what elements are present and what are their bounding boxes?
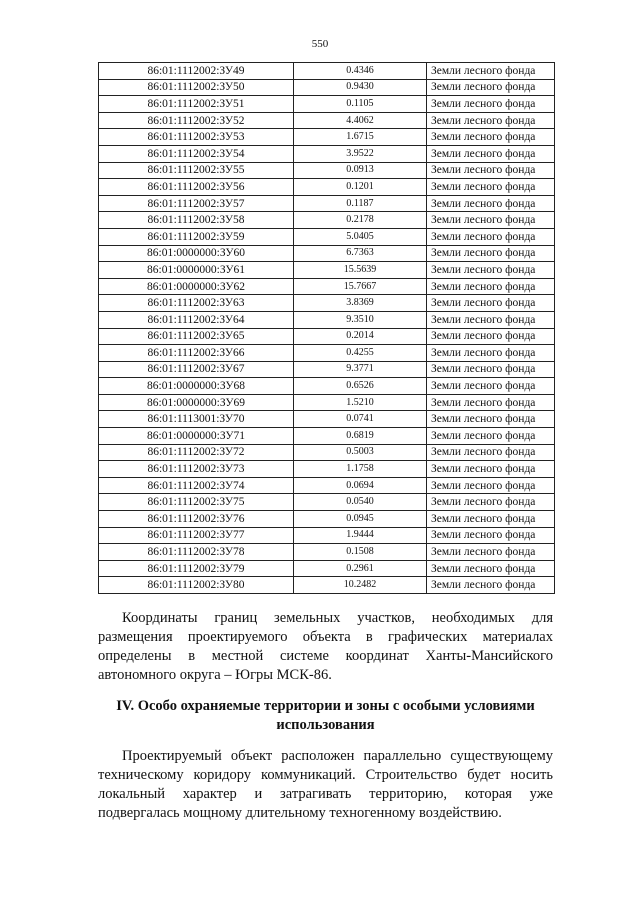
cadastral-number-cell: 86:01:1112002:ЗУ54 bbox=[99, 145, 294, 162]
land-category-cell: Земли лесного фонда bbox=[427, 411, 555, 428]
cadastral-number-cell: 86:01:1112002:ЗУ65 bbox=[99, 328, 294, 345]
cadastral-number-cell: 86:01:1112002:ЗУ77 bbox=[99, 527, 294, 544]
table-row bbox=[99, 129, 555, 146]
land-category-cell: Земли лесного фонда bbox=[427, 477, 555, 494]
table-row bbox=[99, 527, 555, 544]
area-cell: 0.0945 bbox=[294, 511, 427, 528]
land-category-cell: Земли лесного фонда bbox=[427, 112, 555, 129]
land-category-cell: Земли лесного фонда bbox=[427, 361, 555, 378]
page-number: 550 bbox=[311, 38, 329, 50]
land-parcels-table-body bbox=[99, 63, 555, 594]
area-cell: 0.4346 bbox=[294, 63, 427, 80]
area-cell: 15.5639 bbox=[294, 262, 427, 279]
land-category-cell: Земли лесного фонда bbox=[427, 527, 555, 544]
area-cell: 0.0741 bbox=[294, 411, 427, 428]
land-category-cell: Земли лесного фонда bbox=[427, 328, 555, 345]
land-category-cell: Земли лесного фонда bbox=[427, 511, 555, 528]
land-category-cell: Земли лесного фонда bbox=[427, 428, 555, 445]
table-row bbox=[99, 477, 555, 494]
land-category-cell: Земли лесного фонда bbox=[427, 394, 555, 411]
table-row bbox=[99, 228, 555, 245]
area-cell: 0.5003 bbox=[294, 444, 427, 461]
land-category-cell: Земли лесного фонда bbox=[427, 96, 555, 113]
table-row bbox=[99, 212, 555, 229]
cadastral-number-cell: 86:01:1112002:ЗУ73 bbox=[99, 461, 294, 478]
cadastral-number-cell: 86:01:1113001:ЗУ70 bbox=[99, 411, 294, 428]
cadastral-number-cell: 86:01:1112002:ЗУ63 bbox=[99, 295, 294, 312]
land-category-cell: Земли лесного фонда bbox=[427, 278, 555, 295]
cadastral-number-cell: 86:01:1112002:ЗУ79 bbox=[99, 560, 294, 577]
cadastral-number-cell: 86:01:1112002:ЗУ50 bbox=[99, 79, 294, 96]
area-cell: 1.1758 bbox=[294, 461, 427, 478]
cadastral-number-cell: 86:01:1112002:ЗУ72 bbox=[99, 444, 294, 461]
area-cell: 10.2482 bbox=[294, 577, 427, 594]
area-cell: 0.1201 bbox=[294, 179, 427, 196]
land-category-cell: Земли лесного фонда bbox=[427, 179, 555, 196]
land-category-cell: Земли лесного фонда bbox=[427, 444, 555, 461]
cadastral-number-cell: 86:01:1112002:ЗУ75 bbox=[99, 494, 294, 511]
table-row bbox=[99, 428, 555, 445]
area-cell: 1.9444 bbox=[294, 527, 427, 544]
area-cell: 0.1187 bbox=[294, 195, 427, 212]
area-cell: 0.0540 bbox=[294, 494, 427, 511]
area-cell: 0.0694 bbox=[294, 477, 427, 494]
cadastral-number-cell: 86:01:1112002:ЗУ74 bbox=[99, 477, 294, 494]
area-cell: 3.9522 bbox=[294, 145, 427, 162]
area-cell: 1.6715 bbox=[294, 129, 427, 146]
cadastral-number-cell: 86:01:1112002:ЗУ64 bbox=[99, 311, 294, 328]
area-cell: 0.1508 bbox=[294, 544, 427, 561]
area-cell: 0.9430 bbox=[294, 79, 427, 96]
table-row bbox=[99, 295, 555, 312]
table-row bbox=[99, 262, 555, 279]
area-cell: 0.4255 bbox=[294, 345, 427, 362]
land-category-cell: Земли лесного фонда bbox=[427, 228, 555, 245]
cadastral-number-cell: 86:01:1112002:ЗУ80 bbox=[99, 577, 294, 594]
cadastral-number-cell: 86:01:1112002:ЗУ52 bbox=[99, 112, 294, 129]
table-row bbox=[99, 328, 555, 345]
table-row bbox=[99, 195, 555, 212]
table-row bbox=[99, 511, 555, 528]
cadastral-number-cell: 86:01:0000000:ЗУ71 bbox=[99, 428, 294, 445]
area-cell: 0.6819 bbox=[294, 428, 427, 445]
cadastral-number-cell: 86:01:1112002:ЗУ58 bbox=[99, 212, 294, 229]
project-paragraph bbox=[98, 747, 553, 823]
project-paragraph-text: Проектируемый объект расположен параллельно существующему техническому коридору коммуникаций. Строительство будет носить локальный характер и затрагивать территорию, которая уже подвергалась мощному длительному техногенному воздействию. bbox=[98, 748, 553, 821]
table-row bbox=[99, 394, 555, 411]
cadastral-number-cell: 86:01:1112002:ЗУ66 bbox=[99, 345, 294, 362]
land-category-cell: Земли лесного фонда bbox=[427, 295, 555, 312]
land-category-cell: Земли лесного фонда bbox=[427, 212, 555, 229]
cadastral-number-cell: 86:01:1112002:ЗУ59 bbox=[99, 228, 294, 245]
cadastral-number-cell: 86:01:1112002:ЗУ53 bbox=[99, 129, 294, 146]
table-row bbox=[99, 278, 555, 295]
land-category-cell: Земли лесного фонда bbox=[427, 378, 555, 395]
area-cell: 15.7667 bbox=[294, 278, 427, 295]
coordinates-paragraph bbox=[98, 609, 553, 685]
area-cell: 0.2961 bbox=[294, 560, 427, 577]
table-row bbox=[99, 245, 555, 262]
land-category-cell: Земли лесного фонда bbox=[427, 345, 555, 362]
table-row bbox=[99, 444, 555, 461]
table-row bbox=[99, 411, 555, 428]
land-category-cell: Земли лесного фонда bbox=[427, 577, 555, 594]
area-cell: 9.3771 bbox=[294, 361, 427, 378]
table-row bbox=[99, 112, 555, 129]
table-row bbox=[99, 494, 555, 511]
area-cell: 5.0405 bbox=[294, 228, 427, 245]
cadastral-number-cell: 86:01:1112002:ЗУ51 bbox=[99, 96, 294, 113]
cadastral-number-cell: 86:01:0000000:ЗУ61 bbox=[99, 262, 294, 279]
cadastral-number-cell: 86:01:1112002:ЗУ67 bbox=[99, 361, 294, 378]
land-category-cell: Земли лесного фонда bbox=[427, 560, 555, 577]
cadastral-number-cell: 86:01:1112002:ЗУ76 bbox=[99, 511, 294, 528]
land-category-cell: Земли лесного фонда bbox=[427, 195, 555, 212]
table-row bbox=[99, 179, 555, 196]
land-category-cell: Земли лесного фонда bbox=[427, 544, 555, 561]
area-cell: 0.0913 bbox=[294, 162, 427, 179]
section-heading: IV. Особо охраняемые территории и зоны с особыми условиями использования bbox=[116, 698, 535, 733]
table-row bbox=[99, 96, 555, 113]
table-row bbox=[99, 461, 555, 478]
cadastral-number-cell: 86:01:1112002:ЗУ49 bbox=[99, 63, 294, 80]
land-category-cell: Земли лесного фонда bbox=[427, 145, 555, 162]
area-cell: 9.3510 bbox=[294, 311, 427, 328]
land-parcels-table bbox=[98, 62, 555, 594]
area-cell: 3.8369 bbox=[294, 295, 427, 312]
cadastral-number-cell: 86:01:0000000:ЗУ62 bbox=[99, 278, 294, 295]
cadastral-number-cell: 86:01:1112002:ЗУ78 bbox=[99, 544, 294, 561]
area-cell: 0.6526 bbox=[294, 378, 427, 395]
cadastral-number-cell: 86:01:1112002:ЗУ56 bbox=[99, 179, 294, 196]
table-row bbox=[99, 79, 555, 96]
land-category-cell: Земли лесного фонда bbox=[427, 162, 555, 179]
land-category-cell: Земли лесного фонда bbox=[427, 461, 555, 478]
coordinates-paragraph-text: Координаты границ земельных участков, необходимых для размещения проектируемого объекта в графических материалах определены в местной системе координат Ханты-Мансийского автономного округа – Югры МСК-86. bbox=[98, 610, 553, 683]
land-category-cell: Земли лесного фонда bbox=[427, 129, 555, 146]
area-cell: 4.4062 bbox=[294, 112, 427, 129]
land-category-cell: Земли лесного фонда bbox=[427, 311, 555, 328]
area-cell: 0.2178 bbox=[294, 212, 427, 229]
area-cell: 1.5210 bbox=[294, 394, 427, 411]
table-row bbox=[99, 577, 555, 594]
cadastral-number-cell: 86:01:0000000:ЗУ68 bbox=[99, 378, 294, 395]
cadastral-number-cell: 86:01:0000000:ЗУ60 bbox=[99, 245, 294, 262]
table-row bbox=[99, 378, 555, 395]
land-category-cell: Земли лесного фонда bbox=[427, 63, 555, 80]
table-row bbox=[99, 63, 555, 80]
area-cell: 0.2014 bbox=[294, 328, 427, 345]
table-row bbox=[99, 544, 555, 561]
table-row bbox=[99, 162, 555, 179]
land-category-cell: Земли лесного фонда bbox=[427, 245, 555, 262]
table-row bbox=[99, 311, 555, 328]
cadastral-number-cell: 86:01:0000000:ЗУ69 bbox=[99, 394, 294, 411]
cadastral-number-cell: 86:01:1112002:ЗУ55 bbox=[99, 162, 294, 179]
cadastral-number-cell: 86:01:1112002:ЗУ57 bbox=[99, 195, 294, 212]
area-cell: 0.1105 bbox=[294, 96, 427, 113]
table-row bbox=[99, 345, 555, 362]
land-category-cell: Земли лесного фонда bbox=[427, 262, 555, 279]
land-category-cell: Земли лесного фонда bbox=[427, 79, 555, 96]
area-cell: 6.7363 bbox=[294, 245, 427, 262]
table-row bbox=[99, 145, 555, 162]
table-row bbox=[99, 560, 555, 577]
table-row bbox=[99, 361, 555, 378]
land-category-cell: Земли лесного фонда bbox=[427, 494, 555, 511]
